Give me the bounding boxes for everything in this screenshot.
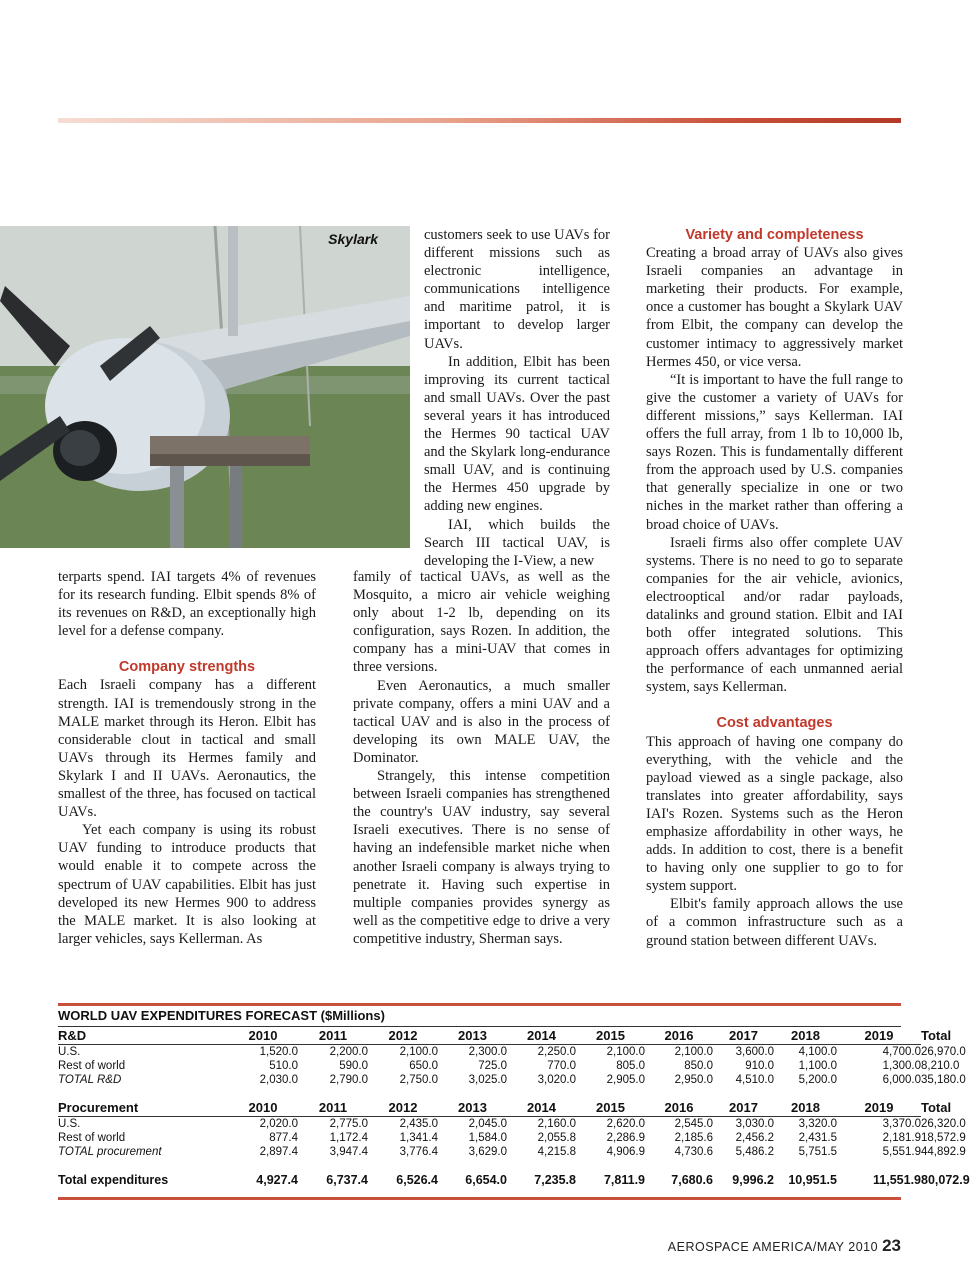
paragraph: Each Israeli company has a different strength. IAI is tremendously strong in the MALE market through its Heron. Elbit has considerable clout in tactical and small UAVs through its Hermes family and Skylark I and II UAVs. Aeronautics, the smallest of the three, has focused on tactical UAVs.	[58, 677, 316, 821]
table-cell: 11,551.9	[873, 1173, 921, 1187]
table-cell: 2,435.0	[399, 1118, 438, 1130]
table-cell	[176, 1059, 228, 1073]
table-cell: TOTAL procurement	[58, 1146, 162, 1158]
table-cell: 3,600.0	[735, 1046, 774, 1058]
paragraph: Creating a broad array of UAVs also gives Israeli companies an advantage in marketing their products. For example, once a customer has bought a Skylark UAV from Elbit, the company can develop the customer intimacy to aggressively market Hermes 450, or vice versa.	[646, 245, 903, 370]
table-cell: 2010	[228, 1099, 298, 1117]
table-cell: 10,951.5	[788, 1173, 837, 1187]
table-row: U.S. 1,520.0 2,200.0 2,100.0 2,300.0 2,250.0 2,100.0 2,100.0 3,600.0 4,100.0 4,700.0 26,970.0	[58, 1046, 966, 1058]
table-spacer	[58, 1087, 921, 1099]
paragraph: This approach of having one company do everything, with the vehicle and the payload viewed as a single package, also translates into greater affordability, says IAI's Rozen. Systems such as the Heron emphasize affordability in other ways, he adds. In addition to cost, there is a benefit to having only one supplier to go to for system support.	[646, 733, 903, 895]
table-cell: 2019	[837, 1027, 921, 1045]
table-cell: 2011	[298, 1099, 368, 1117]
article-column-2-top	[424, 226, 610, 570]
table-row: Rest of world 877.4 1,172.4 1,341.4 1,584.0 2,055.8 2,286.9 2,185.6 2,456.2 2,431.5 2,181.9 18,572.9	[58, 1132, 966, 1144]
table-cell: 2018	[774, 1099, 837, 1117]
table-cell: 2015	[576, 1099, 645, 1117]
table-cell: 650.0	[409, 1060, 438, 1072]
table-row: TOTAL R&D 2,030.0 2,790.0 2,750.0 3,025.0 3,020.0 2,905.0 2,950.0 4,510.0 5,200.0 6,000.0 35,180.0	[58, 1074, 966, 1086]
table-total-row: Total expenditures 4,927.4 6,737.4 6,526.4 6,654.0 7,235.8 7,811.9 7,680.6 9,996.2 10,951.5 11,551.9 80,072.9	[58, 1173, 970, 1187]
table-bottom-rule	[58, 1197, 901, 1200]
table-cell: 5,751.5	[798, 1146, 837, 1158]
table-cell: 9,996.2	[732, 1173, 774, 1187]
table-cell: 7,811.9	[603, 1173, 645, 1187]
paragraph: terparts spend. IAI targets 4% of revenues for its research funding. Elbit spends 8% of its revenues on R&D, an exceptionally high level for a defense company.	[58, 569, 316, 640]
table-cell: 6,737.4	[326, 1173, 368, 1187]
table-cell: U.S.	[58, 1118, 81, 1130]
table-cell: 3,370.0	[882, 1118, 921, 1130]
paragraph: Even Aeronautics, a much smaller private company, offers a mini UAV and a tactical UAV and is also in the process of developing its own MALE UAV, the Dominator.	[353, 677, 610, 766]
table-cell: 2,905.0	[606, 1074, 645, 1086]
table-cell: 2,545.0	[674, 1118, 713, 1130]
table-cell: 2013	[438, 1027, 507, 1045]
article-column-2-bottom	[353, 568, 610, 948]
table-cell: 910.0	[745, 1060, 774, 1072]
table-cell: 6,654.0	[465, 1173, 507, 1187]
table-cell: 2013	[438, 1099, 507, 1117]
table-cell: 1,100.0	[798, 1060, 837, 1072]
table-cell: 5,200.0	[798, 1074, 837, 1086]
table-cell: 2,897.4	[259, 1146, 298, 1158]
table-cell: 5,486.2	[735, 1146, 774, 1158]
table-cell: 2,185.6	[674, 1132, 713, 1144]
table-cell	[176, 1045, 228, 1060]
table-cell: 805.0	[616, 1060, 645, 1072]
table-cell: 7,235.8	[534, 1173, 576, 1187]
paragraph: Yet each company is using its robust UAV funding to introduce products that would enable it to compete across the spectrum of UAV capabilities. Elbit has just developed its new Hermes 900 to address the MALE market. It is also looking at larger vehicles, says Kellerman. As	[58, 822, 316, 947]
table-cell: 2014	[507, 1099, 576, 1117]
table-cell: 2,950.0	[674, 1074, 713, 1086]
table-cell: 2,775.0	[329, 1118, 368, 1130]
photo-caption: Skylark	[328, 231, 378, 247]
table-cell: 4,927.4	[256, 1173, 298, 1187]
paragraph: Israeli firms also offer complete UAV systems. There is no need to go to separate companies for the air vehicle, avionics, electrooptical and/or radar payloads, datalinks and ground station. Elbit and IAI both offer integrated solutions. This approach offers advantages for optimizing the performance of each unmanned aerial system, says Kellerman.	[646, 534, 903, 696]
table-cell: 6,526.4	[396, 1173, 438, 1187]
table-cell: 2,456.2	[735, 1132, 774, 1144]
table-cell: 2012	[368, 1027, 438, 1045]
paragraph: Elbit's family approach allows the use of a common infrastructure such as a ground station between different UAVs.	[646, 896, 903, 949]
page-footer	[668, 1236, 901, 1256]
table-cell: 2018	[774, 1027, 837, 1045]
skylark-photo	[0, 226, 410, 548]
table-cell: 4,100.0	[798, 1046, 837, 1058]
table-cell: 2,750.0	[399, 1074, 438, 1086]
table-cell: 2,100.0	[399, 1046, 438, 1058]
table-cell: 7,680.6	[671, 1173, 713, 1187]
table-cell: 2,620.0	[606, 1118, 645, 1130]
table-cell: 4,730.6	[674, 1146, 713, 1158]
table-cell: 2017	[713, 1027, 774, 1045]
table-cell: 2011	[298, 1027, 368, 1045]
table-cell: 2,160.0	[537, 1118, 576, 1130]
table-cell: 2016	[645, 1027, 713, 1045]
table-cell: 1,341.4	[399, 1132, 438, 1144]
table-cell: 2015	[576, 1027, 645, 1045]
table-cell: 3,629.0	[468, 1146, 507, 1158]
article-column-3	[646, 226, 903, 950]
table-title: WORLD UAV EXPENDITURES FORECAST ($Millions)	[58, 1008, 385, 1023]
table-spacer	[58, 1159, 921, 1171]
table-cell	[176, 1145, 228, 1159]
table-cell: 5,551.9	[882, 1146, 921, 1158]
table-cell: 4,700.0	[882, 1046, 921, 1058]
table-cell: 2,100.0	[674, 1046, 713, 1058]
table-cell: 2,790.0	[329, 1074, 368, 1086]
paragraph: customers seek to use UAVs for different missions such as electronic intelligence, communications intelligence and maritime patrol, it is important to develop larger UAVs.	[424, 227, 610, 352]
table-cell: 3,020.0	[537, 1074, 576, 1086]
table-cell: 4,215.8	[537, 1146, 576, 1158]
table-cell: 510.0	[269, 1060, 298, 1072]
table-row: TOTAL procurement 2,897.4 3,947.4 3,776.4 3,629.0 4,215.8 4,906.9 4,730.6 5,486.2 5,751.5 5,551.9 44,892.9	[58, 1146, 966, 1158]
table-cell	[176, 1073, 228, 1087]
table-cell: 2,100.0	[606, 1046, 645, 1058]
table-cell: 877.4	[269, 1132, 298, 1144]
table-cell: 2012	[368, 1099, 438, 1117]
table-cell: 2,055.8	[537, 1132, 576, 1144]
table-cell: 725.0	[478, 1060, 507, 1072]
table-cell: U.S.	[58, 1046, 81, 1058]
table-cell	[176, 1117, 228, 1132]
table-cell: 2,300.0	[468, 1046, 507, 1058]
magazine-issue: AEROSPACE AMERICA/MAY 2010	[667, 1240, 879, 1254]
table-cell: 3,025.0	[468, 1074, 507, 1086]
table-cell: 850.0	[684, 1060, 713, 1072]
section-heading-variety: Variety and completeness	[685, 227, 864, 243]
table-cell: 3,030.0	[735, 1118, 774, 1130]
table-cell: 3,776.4	[399, 1146, 438, 1158]
table-cell: 2,045.0	[468, 1118, 507, 1130]
table-cell	[176, 1099, 228, 1117]
table-cell: Rest of world	[58, 1060, 126, 1072]
table-cell: 6,000.0	[882, 1074, 921, 1086]
paragraph: In addition, Elbit has been improving its current tactical and small UAVs. Over the past several years it has introduced the Hermes 90 tactical UAV and the Skylark long-endurance small UAV, and is continuing the Hermes 450 upgrade by adding new engines.	[424, 353, 610, 515]
table-cell: 4,906.9	[606, 1146, 645, 1158]
table-cell	[176, 1171, 228, 1189]
table-header-row: R&D 2010 2011 2012 2013 2014 2015 2016 2017 2018 2019 Total	[58, 1028, 952, 1043]
table-cell: 2017	[713, 1099, 774, 1117]
skylark-uav-illustration	[0, 226, 410, 548]
table-cell: TOTAL R&D	[58, 1074, 122, 1086]
section-heading-company-strengths: Company strengths	[118, 659, 256, 676]
section-heading-cost: Cost advantages	[716, 715, 833, 732]
table-row: Rest of world 510.0 590.0 650.0 725.0 770.0 805.0 850.0 910.0 1,100.0 1,300.0 8,210.0	[58, 1060, 960, 1072]
table-cell: R&D	[58, 1027, 176, 1045]
table-cell: Rest of world	[58, 1132, 126, 1144]
table-cell: 2016	[645, 1099, 713, 1117]
table-cell: 2014	[507, 1027, 576, 1045]
top-accent-rule	[58, 118, 901, 123]
paragraph: Strangely, this intense competition between Israeli companies has strengthened the country's UAV industry, say several Israeli executives. There is no sense of having an indefensible market niche when another Israeli company is always trying to penetrate it. Having such expertise in multiple companies provides synergy as well as the competitive edge to drive a very competitive industry, Sherman says.	[353, 768, 610, 947]
table-cell: Procurement	[58, 1099, 176, 1117]
paragraph: “It is important to have the full range to give the customer a variety of UAVs for different missions,” says Kellerman. IAI offers the full array, from 1 lb to 10,000 lb, says Rozen. This is fundamentally different from the approach used by U.S. companies that generally specialize in one or two niches in the market rather than offering a broad choice of UAVs.	[646, 371, 903, 533]
table-cell: 4,510.0	[735, 1074, 774, 1086]
table-cell: 3,320.0	[798, 1118, 837, 1130]
paragraph: family of tactical UAVs, as well as the Mosquito, a micro air vehicle weighing only about 1-2 lb, depending on its configuration, says Rozen. In addition, the company has a mini-UAV that comes in three versions.	[353, 569, 610, 676]
table-cell: 2,030.0	[259, 1074, 298, 1086]
table-cell: Total expenditures	[58, 1173, 169, 1187]
table-cell: 2,431.5	[798, 1132, 837, 1144]
article-column-1	[58, 568, 316, 948]
table-cell: 2,286.9	[606, 1132, 645, 1144]
page-number: 23	[882, 1236, 901, 1255]
table-cell: 1,172.4	[329, 1132, 368, 1144]
table-cell: 2,200.0	[329, 1046, 368, 1058]
paragraph: IAI, which builds the Search III tactical UAV, is developing the I-View, a new	[424, 516, 610, 569]
table-cell	[176, 1131, 228, 1145]
expenditures-table-block	[58, 1003, 970, 1200]
table-cell: 2,250.0	[537, 1046, 576, 1058]
table-cell: 2,020.0	[259, 1118, 298, 1130]
table-cell: 1,520.0	[259, 1046, 298, 1058]
table-cell: 3,947.4	[329, 1146, 368, 1158]
table-cell: 2,181.9	[882, 1132, 921, 1144]
table-cell: 2019	[837, 1099, 921, 1117]
table-cell: 1,300.0	[882, 1060, 921, 1072]
table-cell: 1,584.0	[468, 1132, 507, 1144]
expenditures-table	[58, 1027, 970, 1189]
table-row: U.S. 2,020.0 2,775.0 2,435.0 2,045.0 2,160.0 2,620.0 2,545.0 3,030.0 3,320.0 3,370.0 26,320.0	[58, 1118, 966, 1130]
table-cell: 590.0	[339, 1060, 368, 1072]
table-cell: 2010	[228, 1027, 298, 1045]
table-header-row: Procurement 2010 2011 2012 2013 2014 2015 2016 2017 2018 2019 Total	[58, 1100, 952, 1115]
table-cell	[176, 1027, 228, 1045]
table-cell: 770.0	[547, 1060, 576, 1072]
